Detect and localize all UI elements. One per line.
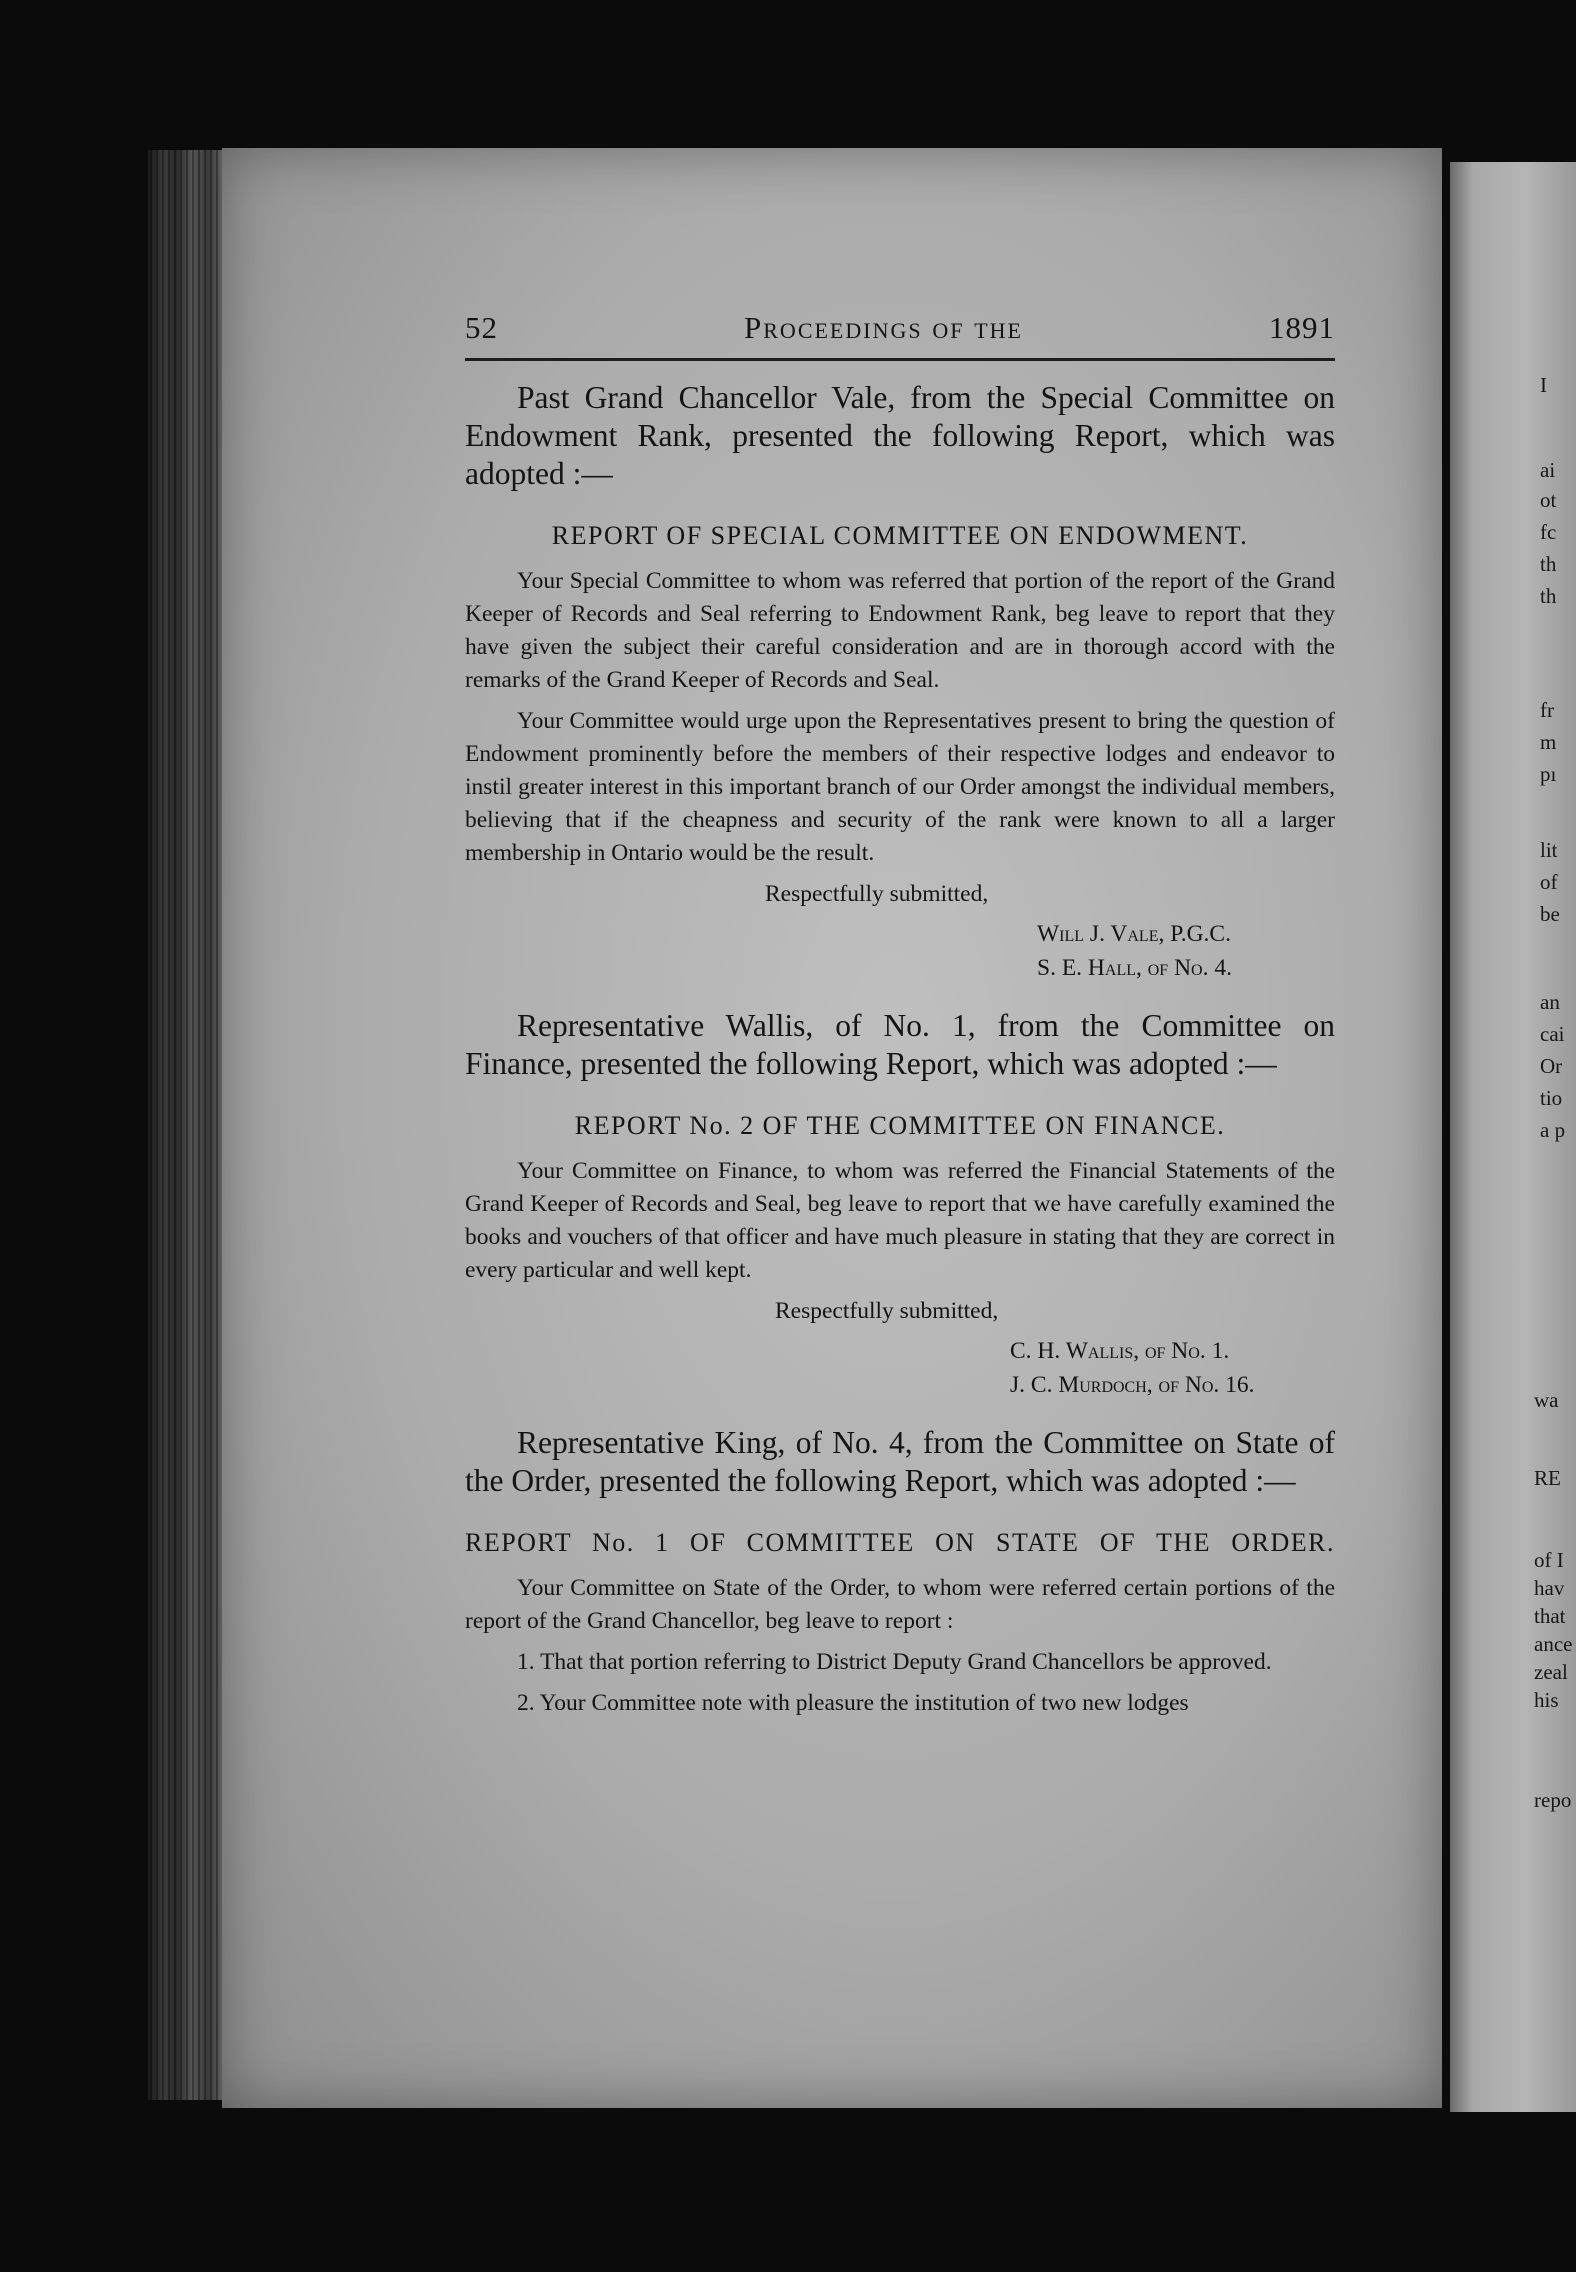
- adjacent-fragment: be: [1540, 902, 1560, 926]
- adjacent-fragment: of: [1540, 870, 1558, 894]
- page-number: 52: [465, 310, 498, 345]
- adjacent-fragment: th: [1540, 584, 1557, 608]
- adjacent-fragment: wa: [1534, 1390, 1559, 1412]
- closing-line: Respectfully submitted,: [765, 881, 989, 907]
- adjacent-fragment: th: [1540, 552, 1557, 576]
- adjacent-fragment: zeal: [1534, 1660, 1568, 1684]
- adjacent-fragment: ance: [1534, 1632, 1573, 1656]
- adjacent-fragment: Or: [1540, 1054, 1563, 1078]
- adjacent-fragment: fc: [1540, 520, 1557, 544]
- adjacent-fragment: cai: [1540, 1022, 1565, 1046]
- page-year: 1891: [1269, 310, 1335, 345]
- adjacent-fragment: of I: [1534, 1548, 1564, 1572]
- section-intro: Representative King, of No. 4, from the Committee on State of the Order, presented the following Report, which was adopted :—: [465, 1425, 1335, 1498]
- adjacent-fragment: ai: [1540, 458, 1556, 482]
- running-title: Proceedings of the: [744, 310, 1023, 345]
- report-heading: REPORT No. 1 OF COMMITTEE ON STATE OF THE ORDER.: [465, 1528, 1335, 1557]
- adjacent-fragment: an: [1540, 990, 1560, 1014]
- adjacent-fragment: his: [1534, 1688, 1559, 1712]
- report-paragraph: Your Special Committee to whom was referred that portion of the report of the Grand Keeper of Records and Seal referring to Endowment Rank, beg leave to report that they have given the subject their careful consideration and are in thorough accord with the remarks of the Grand Keeper of Records and Seal.: [465, 568, 1335, 693]
- adjacent-fragment: m: [1540, 730, 1557, 754]
- report-paragraph: 1. That that portion referring to District Deputy Grand Chancellors be approved.: [517, 1649, 1272, 1675]
- signer-name: S. E. Hall, of No. 4.: [1037, 955, 1232, 981]
- closing-line: Respectfully submitted,: [775, 1298, 999, 1324]
- report-heading: REPORT OF SPECIAL COMMITTEE ON ENDOWMENT.: [551, 521, 1249, 550]
- section-intro: Representative Wallis, of No. 1, from the Committee on Finance, presented the following Report, which was adopted :—: [465, 1008, 1335, 1081]
- adjacent-fragment: ot: [1540, 488, 1557, 512]
- signer-name: Will J. Vale, P.G.C.: [1037, 921, 1231, 947]
- report-heading: REPORT No. 2 OF THE COMMITTEE ON FINANCE.: [574, 1111, 1226, 1140]
- adjacent-fragment: tio: [1540, 1086, 1563, 1110]
- signer-name: C. H. Wallis, of No. 1.: [1010, 1338, 1230, 1364]
- signature-block: [1010, 1334, 1335, 1402]
- report-paragraph: 2. Your Committee note with pleasure the institution of two new lodges: [517, 1690, 1189, 1716]
- report-paragraph: Your Committee on State of the Order, to whom were referred certain portions of the report of the Grand Chancellor, beg leave to report :: [465, 1575, 1335, 1634]
- page-text-block: [465, 310, 1335, 1728]
- adjacent-fragment: pı: [1540, 762, 1557, 786]
- adjacent-fragment: lit: [1540, 838, 1558, 862]
- signer-name: J. C. Murdoch, of No. 16.: [1010, 1372, 1255, 1398]
- adjacent-fragment: a p: [1540, 1118, 1566, 1142]
- report-paragraph: Your Committee would urge upon the Representatives present to bring the question of Endowment prominently before the members of their respective lodges and endeavor to instil greater interest in this important branch of our Order amongst the individual members, believing that if the cheapness and security of the rank were known to all a larger membership in Ontario would be the result.: [465, 708, 1335, 866]
- adjacent-fragment: RE: [1534, 1466, 1561, 1490]
- report-paragraph: Your Committee on Finance, to whom was referred the Financial Statements of the Grand Keeper of Records and Seal, beg leave to report that we have carefully examined the books and vouchers of that officer and have much pleasure in stating that they are correct in every particular and well kept.: [465, 1158, 1335, 1283]
- section-intro: Past Grand Chancellor Vale, from the Special Committee on Endowment Rank, presented the following Report, which was adopted :—: [465, 380, 1335, 491]
- adjacent-fragment: that: [1534, 1604, 1566, 1628]
- page-edges: [150, 150, 226, 2100]
- adjacent-fragment: fr: [1540, 698, 1554, 722]
- running-head: [465, 310, 1335, 361]
- adjacent-fragment: hav: [1534, 1576, 1565, 1600]
- adjacent-page-text-lower: [1534, 1390, 1576, 1870]
- adjacent-fragment: repo: [1534, 1788, 1572, 1812]
- signature-block: [1037, 917, 1335, 985]
- adjacent-fragment: I: [1540, 373, 1547, 397]
